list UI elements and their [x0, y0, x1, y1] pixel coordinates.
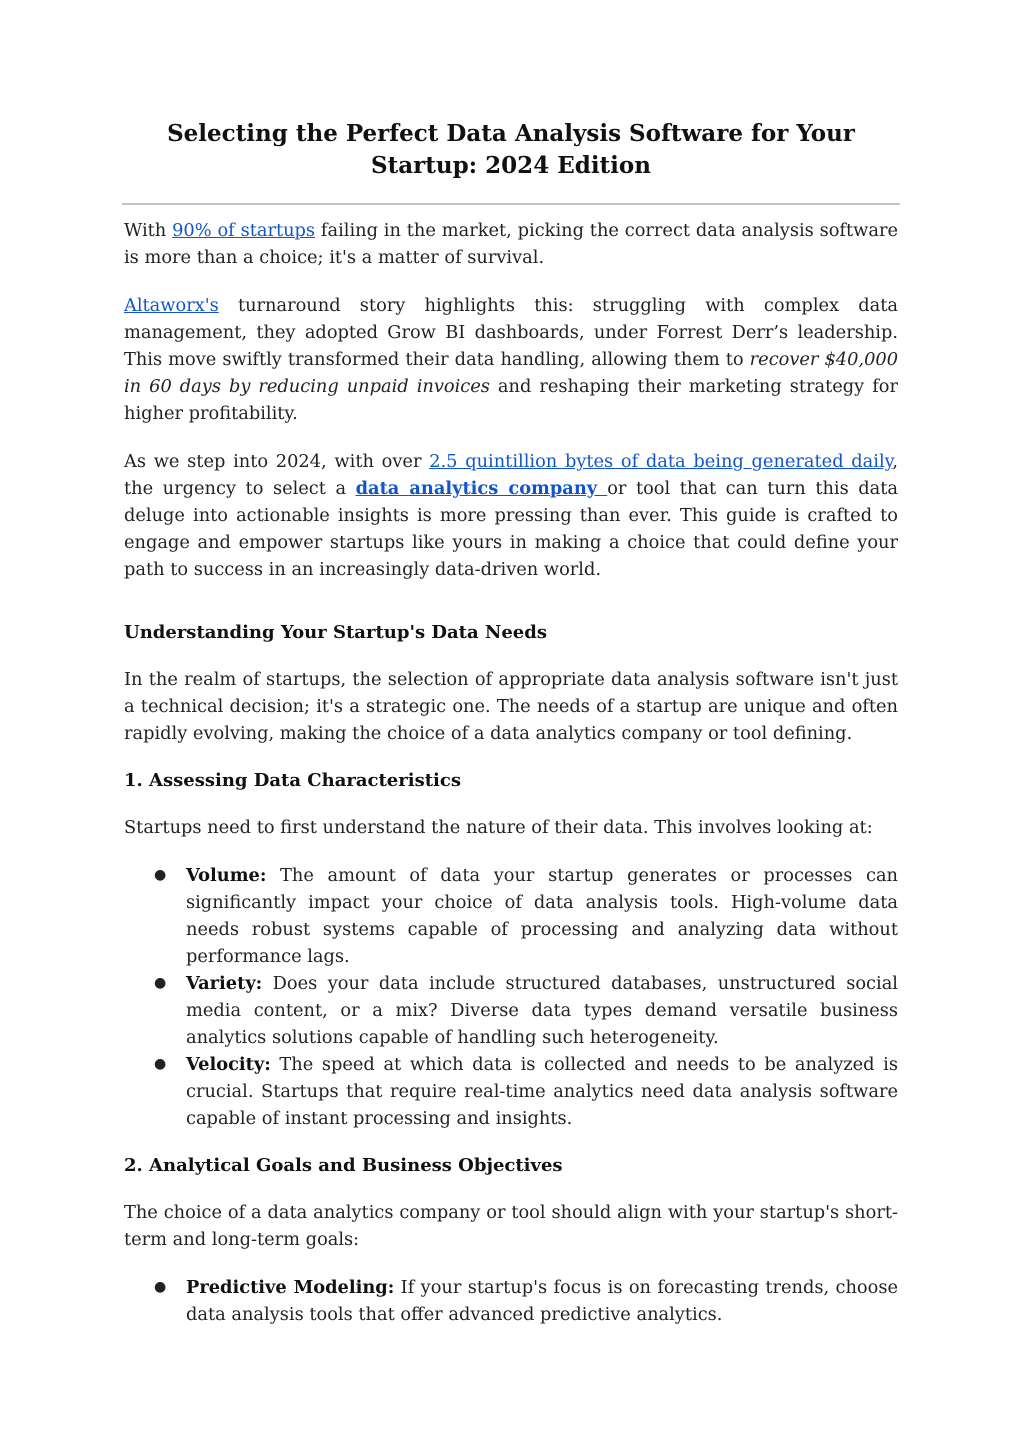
list-item-term: Predictive Modeling:	[186, 1277, 395, 1298]
startups-failure-link[interactable]: 90% of startups	[172, 220, 316, 241]
list-item-term: Variety:	[186, 973, 263, 994]
section-heading-data-needs: Understanding Your Startup's Data Needs	[124, 622, 547, 643]
section-paragraph-data-needs: In the realm of startups, the selection of appropriate data analysis software isn't just a technical decision; it's a strategic one. The needs of a startup are unique and often rapidly evolving, making the choice of a data analytics company or tool defining.	[124, 669, 898, 744]
bullet-icon: ●	[154, 1279, 167, 1295]
document-title: Selecting the Perfect Data Analysis Software for Your Startup: 2024 Edition	[167, 120, 855, 179]
list-item-volume	[124, 862, 898, 970]
intro-p2-text-end: and reshaping their marketing strategy for higher profitability.	[124, 376, 898, 424]
list-item-text: The speed at which data is collected and needs to be analyzed is crucial. Startups that require real-time analytics need data analysis software capable of instant processing and insights.	[186, 1054, 898, 1129]
intro-p3-suffix: or tool that can turn this data deluge into actionable insights is more pressing than ever. This guide is crafted to engage and empower startups like yours in making a choice that could define your path to success in an increasingly data-driven world.	[124, 478, 899, 580]
list-item-variety	[124, 970, 898, 1051]
intro-p2-emphasis: recover $40,000 in 60 days by reducing unpaid invoices	[124, 349, 899, 397]
intro-paragraph-3	[124, 448, 898, 583]
list-item-text: Does your data include structured databases, unstructured social media content, or a mix? Diverse data types demand versatile business analytics solutions capable of handling such heterogeneity.	[186, 973, 898, 1048]
title-divider	[122, 203, 900, 205]
subsection-paragraph-analytical-goals: The choice of a data analytics company or tool should align with your startup's short-term and long-term goals:	[124, 1202, 898, 1250]
subsection-paragraph-data-characteristics: Startups need to first understand the nature of their data. This involves looking at:	[124, 817, 873, 838]
list-item-term: Volume:	[186, 865, 267, 886]
subsection-heading-data-characteristics: 1. Assessing Data Characteristics	[124, 770, 461, 791]
intro-p1-suffix: failing in the market, picking the correct data analysis software is more than a choice; it's a matter of survival.	[124, 220, 899, 268]
analytical-goals-list	[124, 1274, 898, 1328]
intro-p3-middle: , the urgency to select a	[124, 451, 899, 499]
bullet-icon: ●	[154, 867, 167, 883]
data-characteristics-list	[124, 862, 898, 1132]
list-item-term: Velocity:	[186, 1054, 271, 1075]
list-item-text: The amount of data your startup generates or processes can significantly impact your choice of data analysis tools. High-volume data needs robust systems capable of processing and analyzing data without performance lags.	[186, 865, 898, 967]
intro-p3-prefix: As we step into 2024, with over	[124, 451, 430, 472]
bullet-icon: ●	[154, 1056, 167, 1072]
document-body	[124, 118, 898, 1328]
data-analytics-company-link[interactable]: data analytics company	[355, 478, 608, 499]
intro-p2-text: turnaround story highlights this: struggling with complex data management, they adopted Grow BI dashboards, under Forrest Derr’s leadership. This move swiftly transformed their data handling, allowing them to	[124, 295, 898, 370]
altaworx-link[interactable]: Altaworx's	[124, 295, 219, 316]
intro-p1-prefix: With	[124, 220, 173, 241]
list-item-velocity	[124, 1051, 898, 1132]
list-item-text: If your startup's focus is on forecasting trends, choose data analysis tools that offer advanced predictive analytics.	[186, 1277, 898, 1325]
intro-paragraph-2	[124, 292, 898, 427]
subsection-heading-analytical-goals: 2. Analytical Goals and Business Objectives	[124, 1155, 563, 1176]
intro-paragraph-1	[124, 217, 898, 271]
bullet-icon: ●	[154, 975, 167, 991]
data-generated-link[interactable]: 2.5 quintillion bytes of data being generated daily	[429, 451, 893, 472]
list-item-predictive-modeling	[124, 1274, 898, 1328]
